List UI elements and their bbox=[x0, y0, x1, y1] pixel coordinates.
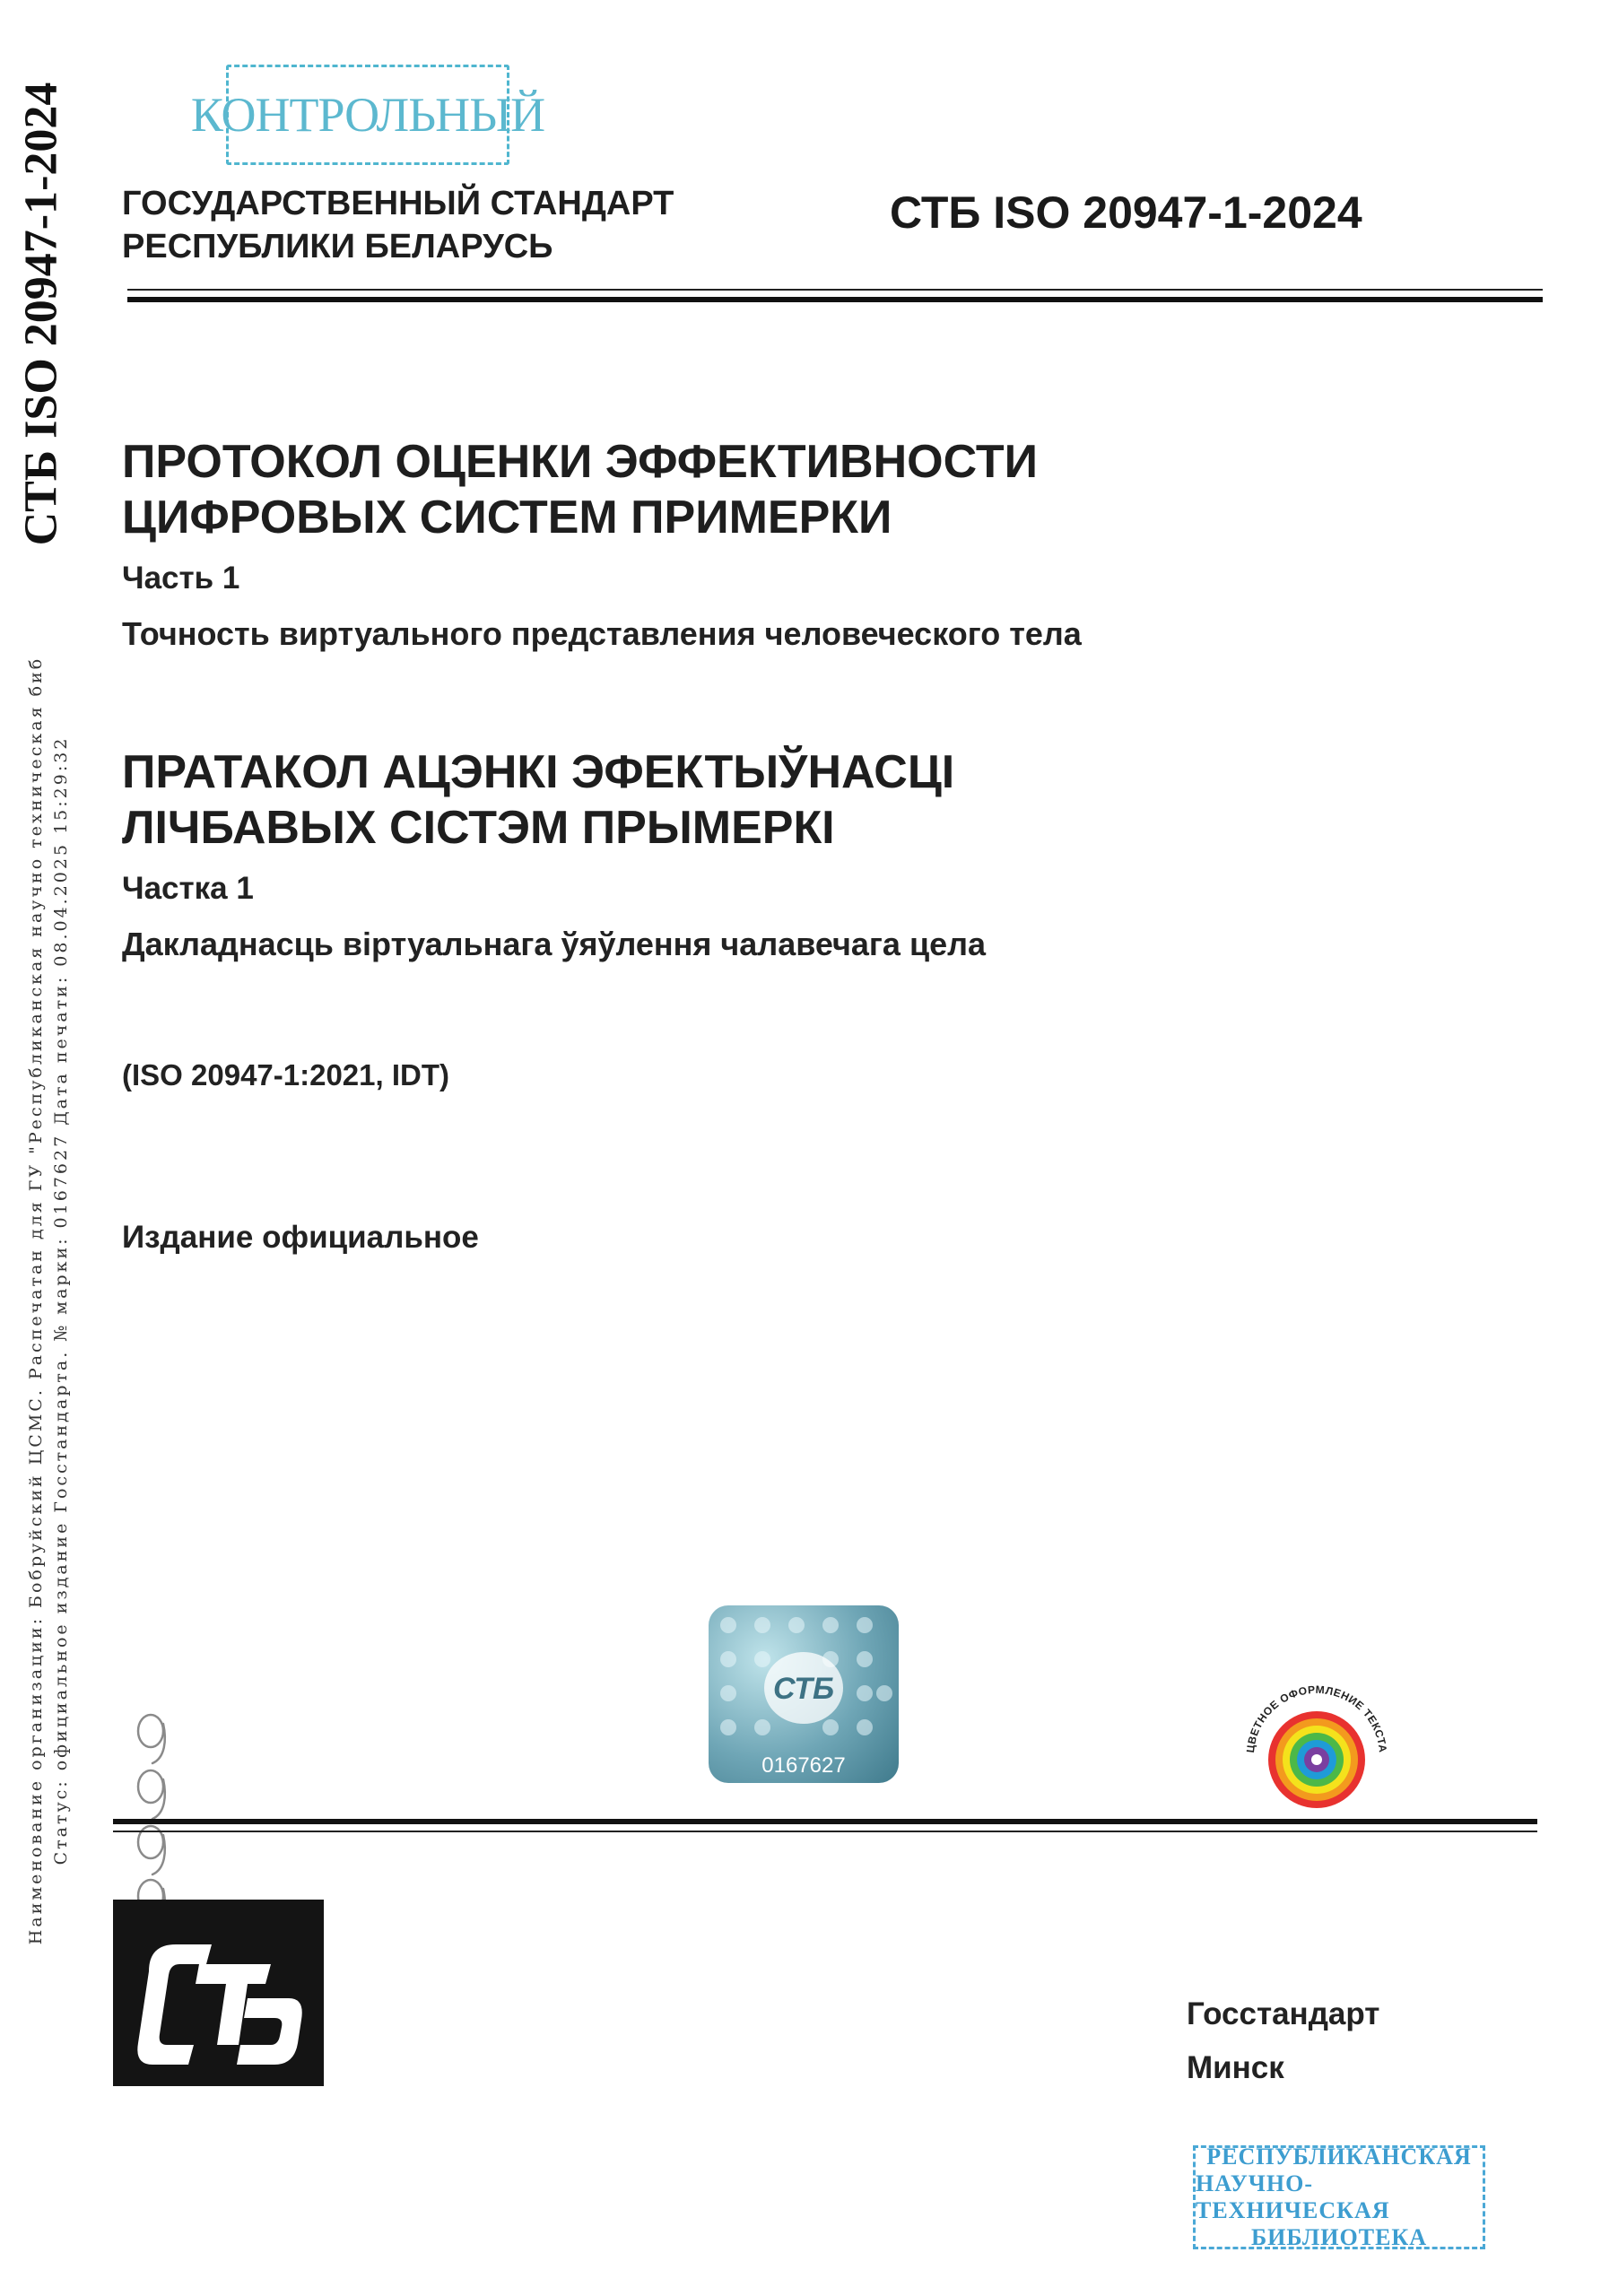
badge-text: ЦВЕТНОЕ ОФОРМЛЕНИЕ ТЕКСТА bbox=[1243, 1683, 1389, 1753]
side-meta-line-2: Статус: официальное издание Госстандарта. № марки: 0167627 Дата печати: 08.04.2025 15:29:32 bbox=[51, 735, 71, 1866]
standard-type-line-2: РЕСПУБЛИКИ БЕЛАРУСЬ bbox=[122, 228, 553, 265]
standard-code: СТБ ISO 20947-1-2024 bbox=[890, 187, 1362, 238]
footer-rule-thick bbox=[113, 1819, 1537, 1824]
stb-logo bbox=[113, 1900, 324, 2086]
russian-subtitle: Точность виртуального представления человеческого тела bbox=[122, 615, 1082, 652]
russian-title-line-1: ПРОТОКОЛ ОЦЕНКИ ЭФФЕКТИВНОСТИ bbox=[122, 436, 1038, 488]
belarusian-title-line-2: ЛІЧБАВЫХ СІСТЭМ ПРЫМЕРКІ bbox=[122, 802, 835, 854]
standard-type-heading bbox=[122, 182, 674, 268]
header-rule-thick bbox=[127, 297, 1543, 302]
side-standard-code bbox=[14, 45, 68, 583]
library-stamp-line-3: БИБЛИОТЕКА bbox=[1250, 2224, 1428, 2250]
side-print-metadata bbox=[18, 610, 81, 1991]
hologram-pattern bbox=[709, 1605, 899, 1783]
library-stamp bbox=[1193, 2145, 1485, 2249]
side-code-text: СТБ ISO 20947-1-2024 bbox=[15, 82, 67, 546]
side-meta-line-1: Наименование организации: Бобруйский ЦСМС. Распечатан для ГУ "Республиканская научно техническая биб bbox=[26, 656, 46, 1945]
library-stamp-line-2: НАУЧНО-ТЕХНИЧЕСКАЯ bbox=[1196, 2170, 1390, 2223]
belarusian-title bbox=[122, 744, 954, 856]
control-stamp bbox=[190, 65, 545, 165]
russian-title bbox=[122, 434, 1038, 545]
hologram-sticker bbox=[709, 1605, 899, 1783]
publisher-city: Минск bbox=[1187, 2050, 1284, 2085]
edition-label: Издание официальное bbox=[122, 1220, 479, 1255]
standard-type-line-1: ГОСУДАРСТВЕННЫЙ СТАНДАРТ bbox=[122, 185, 674, 222]
library-stamp-line-1: РЕСПУБЛИКАНСКАЯ bbox=[1206, 2144, 1472, 2170]
belarusian-subtitle: Дакладнасць віртуальнага ўяўлення чалавечага цела bbox=[122, 926, 986, 962]
stb-logo-mark bbox=[113, 1900, 324, 2086]
belarusian-title-line-1: ПРАТАКОЛ АЦЭНКІ ЭФЕКТЫЎНАСЦІ bbox=[122, 746, 955, 798]
publisher-name: Госстандарт bbox=[1187, 1996, 1380, 2031]
belarusian-part: Частка 1 bbox=[122, 871, 254, 906]
control-stamp-text: КОНТРОЛЬНЫЙ bbox=[190, 88, 545, 142]
color-design-badge bbox=[1227, 1666, 1406, 1810]
russian-title-line-2: ЦИФРОВЫХ СИСТЕМ ПРИМЕРКИ bbox=[122, 491, 892, 544]
header-rule-thin bbox=[127, 289, 1543, 291]
russian-part: Часть 1 bbox=[122, 561, 240, 596]
hologram-number: 0167627 bbox=[761, 1753, 846, 1778]
footer-rule-thin bbox=[113, 1831, 1537, 1832]
hologram-logo-text: СТБ bbox=[772, 1672, 835, 1706]
iso-reference: (ISO 20947-1:2021, IDT) bbox=[122, 1058, 449, 1091]
